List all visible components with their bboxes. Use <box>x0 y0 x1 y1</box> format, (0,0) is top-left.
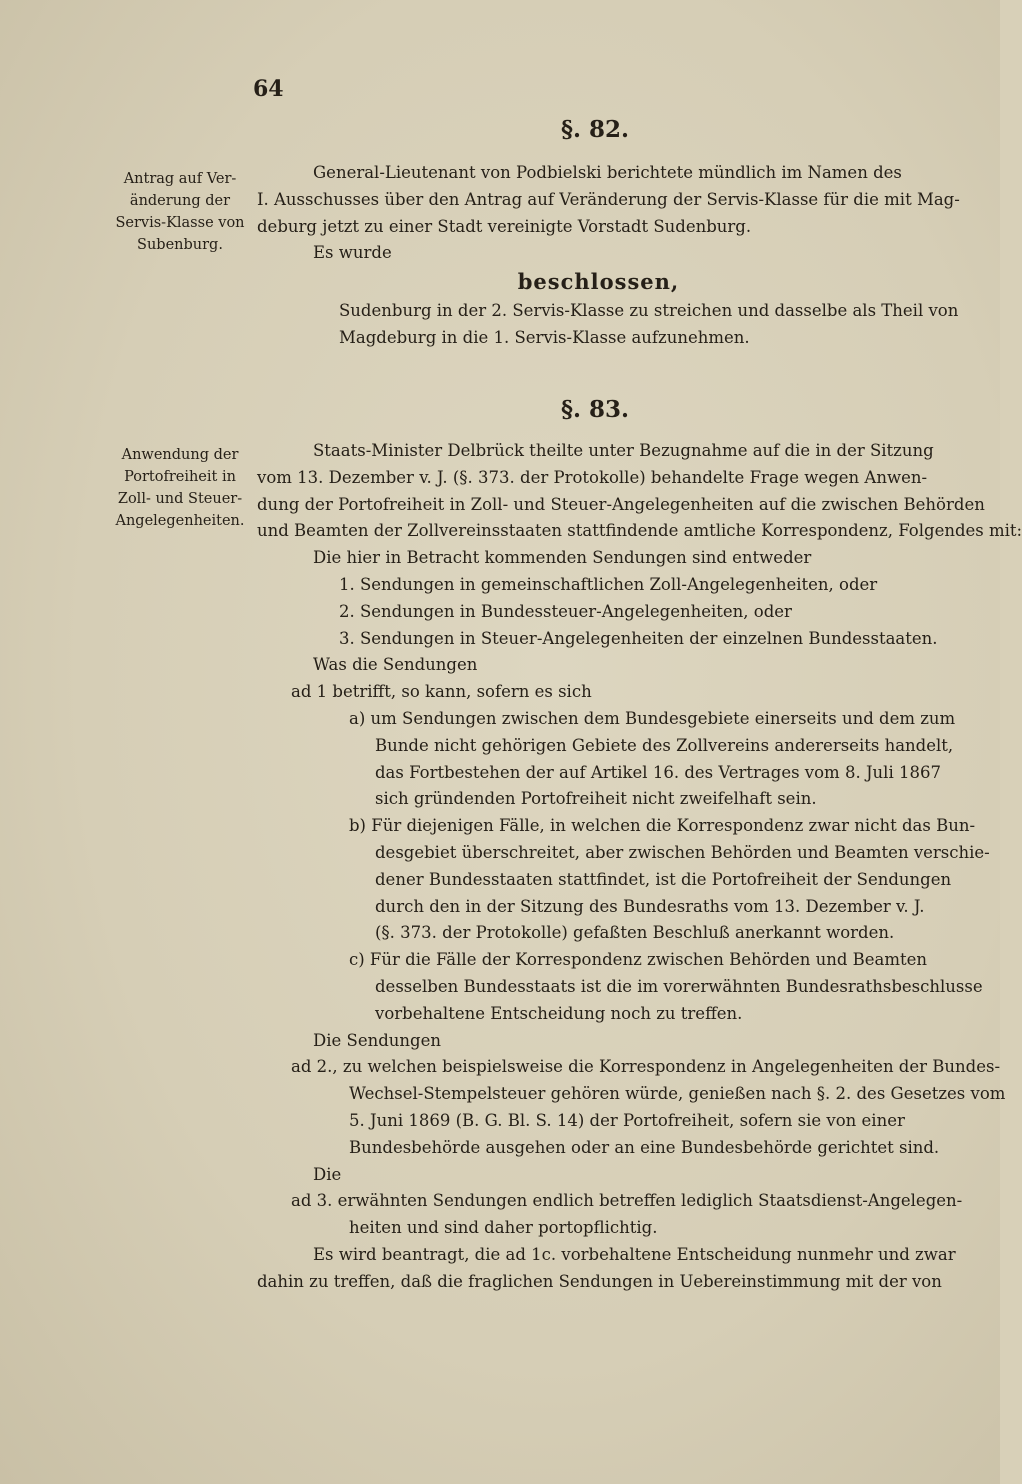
text-line: sich gründenden Portofreiheit nicht zweifelhaft sein. <box>375 789 817 809</box>
text-line: Die Sendungen <box>313 1030 441 1050</box>
text-line: General-Lieutenant von Podbielski berichtete mündlich im Namen des <box>313 163 902 182</box>
text-line: Bundesbehörde ausgehen oder an eine Bundesbehörde gerichtet sind. <box>349 1137 940 1157</box>
list-item: 2. Sendungen in Bundessteuer-Angelegenheiten, oder <box>339 601 792 621</box>
text-line: vom 13. Dezember v. J. (§. 373. der Protokolle) behandelte Frage wegen Anwen- <box>257 467 928 487</box>
margin-note-line: Antrag auf Ver- <box>123 171 237 187</box>
margin-note-line: Servis-Klasse von <box>115 215 245 231</box>
margin-note-line: Subenburg. <box>137 237 223 253</box>
margin-note-line: Anwendung der <box>121 447 239 463</box>
section-83-heading: §. 83. <box>560 396 630 423</box>
text-line: Wechsel-Stempelsteuer gehören würde, genießen nach §. 2. des Gesetzes vom <box>349 1084 1006 1104</box>
text-line: Es wird beantragt, die ad 1c. vorbehaltene Entscheidung nunmehr und zwar <box>313 1244 956 1264</box>
margin-note-line: Angelegenheiten. <box>115 513 245 529</box>
list-item: 1. Sendungen in gemeinschaftlichen Zoll-Angelegenheiten, oder <box>339 574 878 594</box>
text-line: Was die Sendungen <box>313 655 478 675</box>
text-line: desgebiet überschreitet, aber zwischen Behörden und Beamten verschie- <box>375 842 990 862</box>
section-82-heading: §. 82. <box>560 116 630 143</box>
text-line: I. Ausschusses über den Antrag auf Veränderung der Servis-Klasse für die mit Mag- <box>257 189 960 209</box>
text-line: ad 2., zu welchen beispielsweise die Korrespondenz in Angelegenheiten der Bundes- <box>291 1057 1001 1077</box>
text-line: Bunde nicht gehörigen Gebiete des Zollvereins andererseits handelt, <box>375 735 954 755</box>
margin-note-line: Portofreiheit in <box>124 469 236 485</box>
text-line: Magdeburg in die 1. Servis-Klasse aufzunehmen. <box>339 327 750 347</box>
margin-note-line: Zoll- und Steuer- <box>117 491 243 507</box>
text-line: Staats-Minister Delbrück theilte unter Bezugnahme auf die in der Sitzung <box>313 441 934 460</box>
text-line: dener Bundesstaaten stattfindet, ist die Portofreiheit der Sendungen <box>375 869 952 889</box>
section-83-margin-note <box>110 444 250 532</box>
text-line: (§. 373. der Protokolle) gefaßten Beschluß anerkannt worden. <box>375 923 895 943</box>
text-line: deburg jetzt zu einer Stadt vereinigte Vorstadt Sudenburg. <box>257 216 752 236</box>
text-line: Die hier in Betracht kommenden Sendungen sind entweder <box>313 548 812 568</box>
text-line: heiten und sind daher portopflichtig. <box>349 1218 658 1238</box>
text-line: dung der Portofreiheit in Zoll- und Steuer-Angelegenheiten auf die zwischen Behörden <box>257 494 985 514</box>
text-line: dahin zu treffen, daß die fraglichen Sendungen in Uebereinstimmung mit der von <box>257 1271 942 1291</box>
text-line: vorbehaltene Entscheidung noch zu treffen. <box>375 1003 743 1023</box>
list-item: a) um Sendungen zwischen dem Bundesgebiete einerseits und dem zum <box>349 708 956 728</box>
resolution-keyword: beschlossen, <box>517 269 680 295</box>
page-number: 64 <box>253 76 284 102</box>
margin-note-line: änderung der <box>129 193 231 209</box>
text-line: ad 1 betrifft, so kann, sofern es sich <box>291 682 592 702</box>
section-82-margin-note <box>110 168 250 256</box>
section-83-body <box>257 438 1022 1296</box>
list-item: 3. Sendungen in Steuer-Angelegenheiten der einzelnen Bundesstaaten. <box>339 628 938 648</box>
text-line: und Beamten der Zollvereinsstaaten stattfindende amtliche Korrespondenz, Folgendes mit: <box>257 521 1022 541</box>
text-line: Sudenburg in der 2. Servis-Klasse zu streichen und dasselbe als Theil von <box>339 300 959 320</box>
text-line: ad 3. erwähnten Sendungen endlich betreffen lediglich Staatsdienst-Angelegen- <box>291 1191 963 1211</box>
text-line: Es wurde <box>313 243 392 263</box>
text-line: das Fortbestehen der auf Artikel 16. des Vertrages vom 8. Juli 1867 <box>375 762 941 782</box>
text-line: durch den in der Sitzung des Bundesraths vom 13. Dezember v. J. <box>375 896 925 916</box>
text-line: desselben Bundesstaats ist die im vorerwähnten Bundesrathsbeschlusse <box>375 976 983 996</box>
text-line: 5. Juni 1869 (B. G. Bl. S. 14) der Portofreiheit, sofern sie von einer <box>349 1110 905 1130</box>
section-82-body <box>257 160 960 352</box>
text-line: Die <box>313 1164 342 1184</box>
list-item: c) Für die Fälle der Korrespondenz zwischen Behörden und Beamten <box>349 950 928 970</box>
list-item: b) Für diejenigen Fälle, in welchen die Korrespondenz zwar nicht das Bun- <box>349 816 976 836</box>
